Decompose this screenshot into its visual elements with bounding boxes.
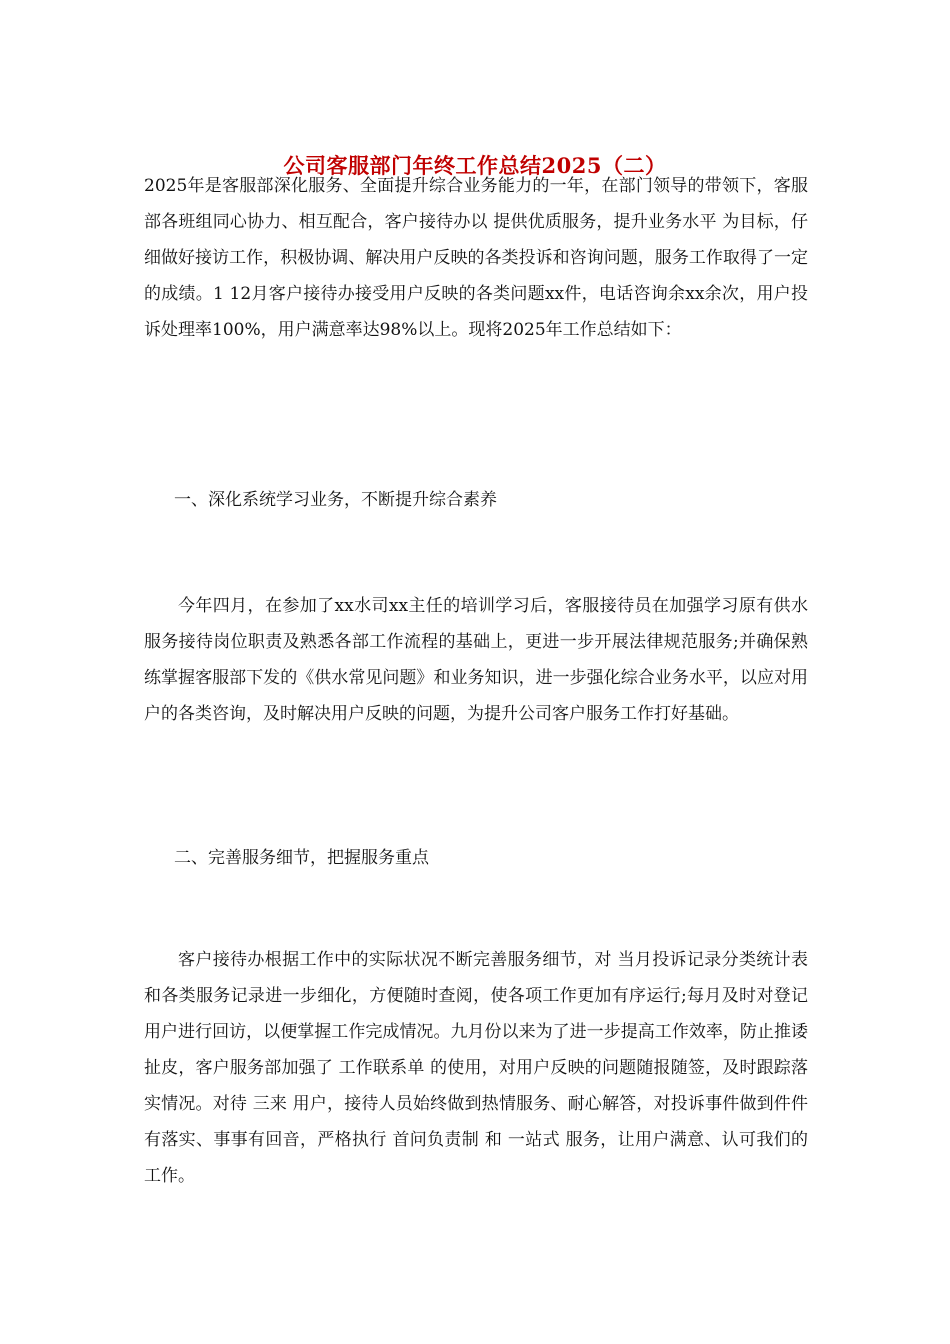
section-1-body: 今年四月，在参加了xx水司xx主任的培训学习后，客服接待员在加强学习原有供水服务接待岗位职责及熟悉各部工作流程的基础上，更进一步开展法律规范服务;并确保熟练掌握客服部下发的《供水常见问题》和业务知识，进一步强化综合业务水平，以应对用户的各类咨询，及时解决用户反映的问题，为提升公司客户服务工作打好基础。	[144, 596, 808, 724]
section-2-heading: 二、完善服务细节，把握服务重点	[174, 848, 429, 868]
intro-paragraph: 2025年是客服部深化服务、全面提升综合业务能力的一年，在部门领导的带领下，客服部各班组同心协力、相互配合，客户接待办以 提供优质服务，提升业务水平 为目标，仔细做好接访工作，积极协调、解决用户反映的各类投诉和咨询问题，服务工作取得了一定的成绩。1 12月客户接待办接受用户反映的各类问题xx件，电话咨询余xx余次，用户投诉处理率100%，用户满意率达98%以上。现将2025年工作总结如下：	[144, 176, 808, 340]
section-1-heading: 一、深化系统学习业务，不断提升综合素养	[174, 490, 497, 510]
section-2-body: 客户接待办根据工作中的实际状况不断完善服务细节，对 当月投诉记录分类统计表 和各类服务记录进一步细化，方便随时查阅，使各项工作更加有序运行;每月及时对登记用户进行回访，以便掌握工作完成情况。九月份以来为了进一步提高工作效率，防止推诿扯皮，客户服务部加强了 工作联系单 的使用，对用户反映的问题随报随签，及时跟踪落实情况。对待 三来 用户，接待人员始终做到热情服务、耐心解答，对投诉事件做到件件有落实、事事有回音，严格执行 首问负责制 和 一站式 服务，让用户满意、认可我们的工作。	[144, 950, 808, 1186]
document-title: 公司客服部门年终工作总结2025（二）	[283, 153, 667, 178]
